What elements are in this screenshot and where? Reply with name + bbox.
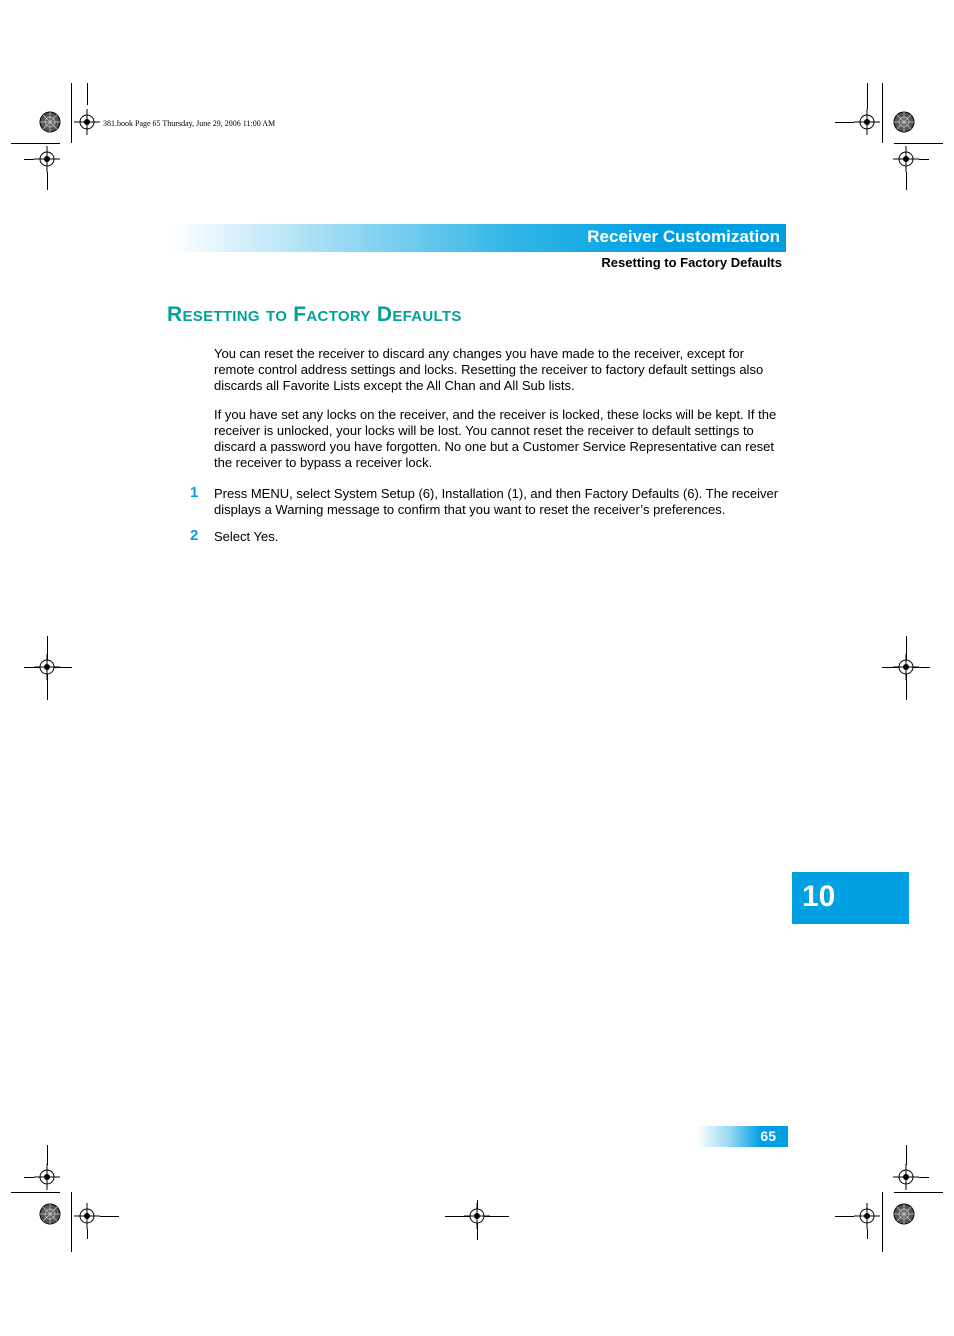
- color-rosette-icon: [893, 111, 915, 133]
- crop-mark: [906, 172, 907, 190]
- crop-mark: [47, 172, 48, 190]
- registration-target-icon: [464, 1203, 490, 1229]
- color-rosette-icon: [893, 1203, 915, 1225]
- crop-mark: [87, 1229, 88, 1239]
- crop-mark: [919, 1177, 929, 1178]
- registration-target-icon: [893, 654, 919, 680]
- chapter-title: Receiver Customization: [587, 227, 780, 246]
- chapter-number: 10: [802, 880, 836, 913]
- registration-target-icon: [893, 1164, 919, 1190]
- crop-mark: [867, 83, 868, 109]
- crop-mark: [71, 1192, 72, 1252]
- step-number: 2: [190, 527, 199, 544]
- crop-mark: [882, 83, 883, 143]
- crop-mark: [11, 1192, 60, 1193]
- body-paragraph: You can reset the receiver to discard any changes you have made to the receiver, except for remote control address settings and locks. Resetting the receiver to factory default settings also discards all Favorite Lists except the All Chan and All Sub lists.: [214, 346, 764, 393]
- crop-mark: [882, 1192, 883, 1252]
- body-paragraph: If you have set any locks on the receiver, and the receiver is locked, these locks will be kept. If the receiver is unlocked, your locks will be lost. You cannot reset the receiver to default settings to discard a password you have forgotten. No one but a Customer Service Representative can reset the receiver to bypass a receiver lock.: [214, 407, 777, 470]
- crop-mark: [835, 122, 854, 123]
- section-heading: Resetting to Factory Defaults: [167, 303, 462, 326]
- registration-target-icon: [854, 109, 880, 135]
- registration-target-icon: [34, 654, 60, 680]
- color-rosette-icon: [39, 111, 61, 133]
- crop-mark: [835, 1216, 854, 1217]
- step-number: 1: [190, 484, 199, 501]
- crop-mark: [919, 159, 929, 160]
- running-header-band: [168, 224, 786, 252]
- crop-mark: [47, 1145, 48, 1165]
- registration-target-icon: [893, 146, 919, 172]
- print-slug: 381.book Page 65 Thursday, June 29, 2006 11:00 AM: [103, 119, 276, 128]
- crop-mark: [11, 143, 60, 144]
- step-text: Select Yes.: [214, 529, 279, 544]
- step-text: Press MENU, select System Setup (6), Installation (1), and then Factory Defaults (6). The receiver displays a Warning message to confirm that you want to reset the receiver’s preferences.: [214, 486, 779, 517]
- color-rosette-icon: [39, 1203, 61, 1225]
- crop-mark: [87, 83, 88, 105]
- crop-mark: [100, 1216, 119, 1217]
- registration-target-icon: [854, 1203, 880, 1229]
- chapter-tab: [792, 872, 909, 924]
- crop-mark: [24, 1177, 34, 1178]
- crop-mark: [867, 1229, 868, 1239]
- page-number-band: [697, 1126, 788, 1147]
- crop-mark: [894, 1192, 943, 1193]
- registration-target-icon: [74, 109, 100, 135]
- registration-target-icon: [34, 1164, 60, 1190]
- crop-mark: [71, 83, 72, 143]
- registration-target-icon: [74, 1203, 100, 1229]
- crop-mark: [906, 1145, 907, 1165]
- page-number: 65: [760, 1128, 776, 1144]
- crop-mark: [24, 159, 34, 160]
- section-subtitle: Resetting to Factory Defaults: [601, 255, 782, 270]
- crop-mark: [894, 143, 943, 144]
- registration-target-icon: [34, 146, 60, 172]
